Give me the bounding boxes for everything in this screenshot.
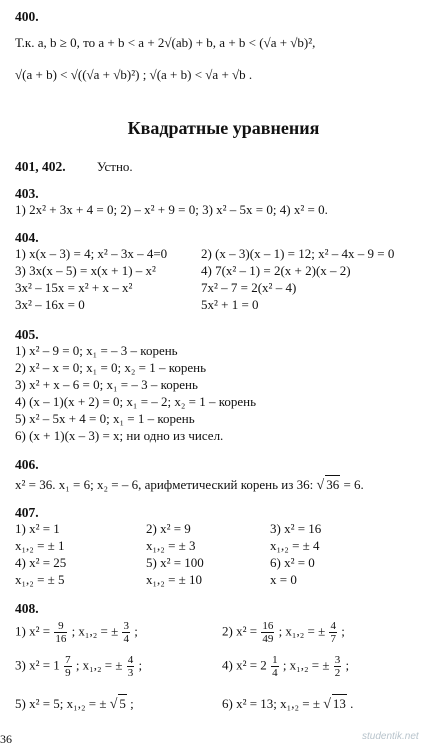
page-number: 36: [0, 732, 12, 746]
item-label: 3) x² = 1: [15, 657, 60, 673]
task-404-right-3: 5x² + 1 = 0: [201, 297, 259, 312]
task-405-number: 405.: [15, 327, 39, 342]
denominator: 16: [55, 633, 67, 645]
task-407-cell: x₁,₂ = ± 5: [15, 572, 65, 587]
denominator: 3: [127, 667, 134, 679]
item-label: 4) x² = 2: [222, 657, 267, 673]
task-405-line: 4) (x – 1)(x + 2) = 0; x₁ = – 2; x₂ = 1 – корень: [15, 394, 257, 409]
numerator: 1: [272, 654, 278, 666]
radicand: 5: [119, 696, 126, 711]
fraction: [54, 620, 67, 645]
task-407-cell: x = 0: [270, 572, 297, 587]
item-end: ;: [134, 623, 138, 639]
task-404-left-2: 3x² – 15x = x² + x – x²: [15, 280, 133, 295]
radicand: 13: [332, 696, 346, 711]
numerator: 4: [330, 620, 336, 632]
item-mid: ; x₁,₂ = ±: [278, 623, 326, 639]
task-408-item-4: [222, 654, 432, 679]
denominator: 49: [262, 633, 274, 645]
task-405-line: 1) x² – 9 = 0; x₁ = – 3 – корень: [15, 343, 178, 358]
fraction: [261, 620, 274, 645]
task-404-left-1: 3) 3x(x – 5) = x(x + 1) – x²: [15, 263, 156, 278]
task-404-right-1: 4) 7(x² – 1) = 2(x + 2)(x – 2): [201, 263, 351, 278]
task-404-right-2: 7x² – 7 = 2(x² – 4): [201, 280, 297, 295]
task-405-line: 5) x² – 5x + 4 = 0; x₁ = 1 – корень: [15, 411, 195, 426]
task-405-line: 2) x² – x = 0; x₁ = 0; x₂ = 1 – корень: [15, 360, 207, 375]
task-407-cell: x₁,₂ = ± 1: [15, 538, 65, 553]
task-404-grid: [15, 245, 431, 313]
numerator: 9: [54, 620, 67, 633]
task-406-radicand: 36: [326, 477, 340, 492]
fraction: [127, 654, 135, 679]
watermark: studentik.net: [362, 731, 419, 742]
task-408-number: 408.: [15, 601, 39, 616]
denominator: 9: [65, 667, 71, 679]
task-404-left-3: 3x² – 16x = 0: [15, 297, 85, 312]
task-404-left-0: 1) x(x – 3) = 4; x² – 3x – 4=0: [15, 246, 168, 261]
task-408-item-5: [15, 688, 222, 713]
task-407-cell: 5) x² = 100: [146, 555, 204, 570]
task-407-cell: x₁,₂ = ± 10: [146, 572, 203, 587]
task-407-cell: 1) x² = 1: [15, 521, 60, 536]
task-407-cell: 3) x² = 16: [270, 521, 322, 536]
task-407-cell: x₁,₂ = ± 3: [146, 538, 196, 553]
fraction: [329, 620, 337, 645]
section-heading: Квадратные уравнения: [127, 118, 320, 138]
fraction: [64, 654, 72, 679]
task-401-text: Устно.: [96, 159, 133, 174]
task-407-cell: 2) x² = 9: [146, 521, 191, 536]
item-mid: ; x₁,₂ = ±: [75, 657, 123, 673]
item-end: ;: [138, 657, 143, 673]
task-405-line: 6) (x + 1)(x – 3) = x; ни одно из чисел.: [15, 428, 224, 443]
numerator: 3: [123, 620, 129, 632]
task-406-tail: = 6.: [343, 477, 364, 492]
task-408-item-3: [15, 654, 222, 679]
task-405-lines: [15, 342, 256, 444]
item-end: ;: [341, 623, 345, 639]
task-404-number: 404.: [15, 230, 39, 245]
task-403-number: 403.: [15, 186, 39, 201]
denominator: 4: [123, 633, 129, 645]
task-407-grid: [15, 520, 390, 588]
item-label: 5) x² = 5; x₁,₂ = ±: [15, 696, 107, 711]
task-406-text: [15, 475, 364, 494]
task-405-line: 3) x² + x – 6 = 0; x₁ = – 3 – корень: [15, 377, 198, 392]
item-label: 2) x² =: [222, 623, 258, 639]
task-400-line1: Т.к. a, b ≥ 0, то a + b < a + 2√(ab) + b, a + b < (√a + √b)²,: [15, 35, 316, 50]
task-400-line2: √(a + b) < √((√a + √b)²) ; √(a + b) < √a + √b .: [15, 67, 253, 82]
task-407-cell: x₁,₂ = ± 4: [270, 538, 320, 553]
task-407-number: 407.: [15, 505, 39, 520]
task-408-item-2: [222, 620, 432, 645]
task-408-grid: [15, 620, 432, 713]
item-end: .: [350, 696, 354, 711]
item-end: ;: [345, 657, 350, 673]
numerator: 3: [334, 654, 341, 666]
item-end: ;: [130, 696, 134, 711]
task-406-radical: [317, 477, 341, 492]
task-404-right-0: 2) (x – 3)(x – 1) = 12; x² – 4x – 9 = 0: [201, 246, 395, 261]
task-407-cell: 4) x² = 25: [15, 555, 67, 570]
task-400-number: 400.: [15, 9, 39, 24]
numerator: 16: [262, 620, 274, 632]
fraction: [122, 620, 130, 645]
fraction: [334, 654, 342, 679]
denominator: 2: [334, 667, 341, 679]
denominator: 4: [272, 667, 278, 679]
task-407-cell: 6) x² = 0: [270, 555, 315, 570]
numerator: 7: [65, 654, 71, 666]
task-408-item-1: [15, 620, 222, 645]
task-408-item-6: [222, 688, 432, 713]
sqrt-icon: √: [109, 697, 118, 712]
numerator: 4: [127, 654, 134, 666]
task-403-text: 1) 2x² + 3x + 4 = 0; 2) – x² + 9 = 0; 3) x² – 5x = 0; 4) x² = 0.: [15, 202, 328, 217]
item-label: 1) x² =: [15, 623, 51, 639]
task-406-main: x² = 36. x₁ = 6; x₂ = – 6, арифметический корень из 36:: [15, 477, 314, 492]
item-mid: ; x₁,₂ = ±: [282, 657, 330, 673]
item-label: 6) x² = 13; x₁,₂ = ±: [222, 696, 320, 711]
task-401-number: 401, 402.: [15, 159, 66, 174]
fraction: [271, 654, 279, 679]
sqrt-icon: √: [316, 478, 325, 493]
sqrt-icon: √: [323, 697, 331, 712]
task-401-402: [15, 158, 133, 175]
task-406-number: 406.: [15, 457, 39, 472]
item-mid: ; x₁,₂ = ±: [71, 623, 119, 639]
denominator: 7: [330, 633, 336, 645]
